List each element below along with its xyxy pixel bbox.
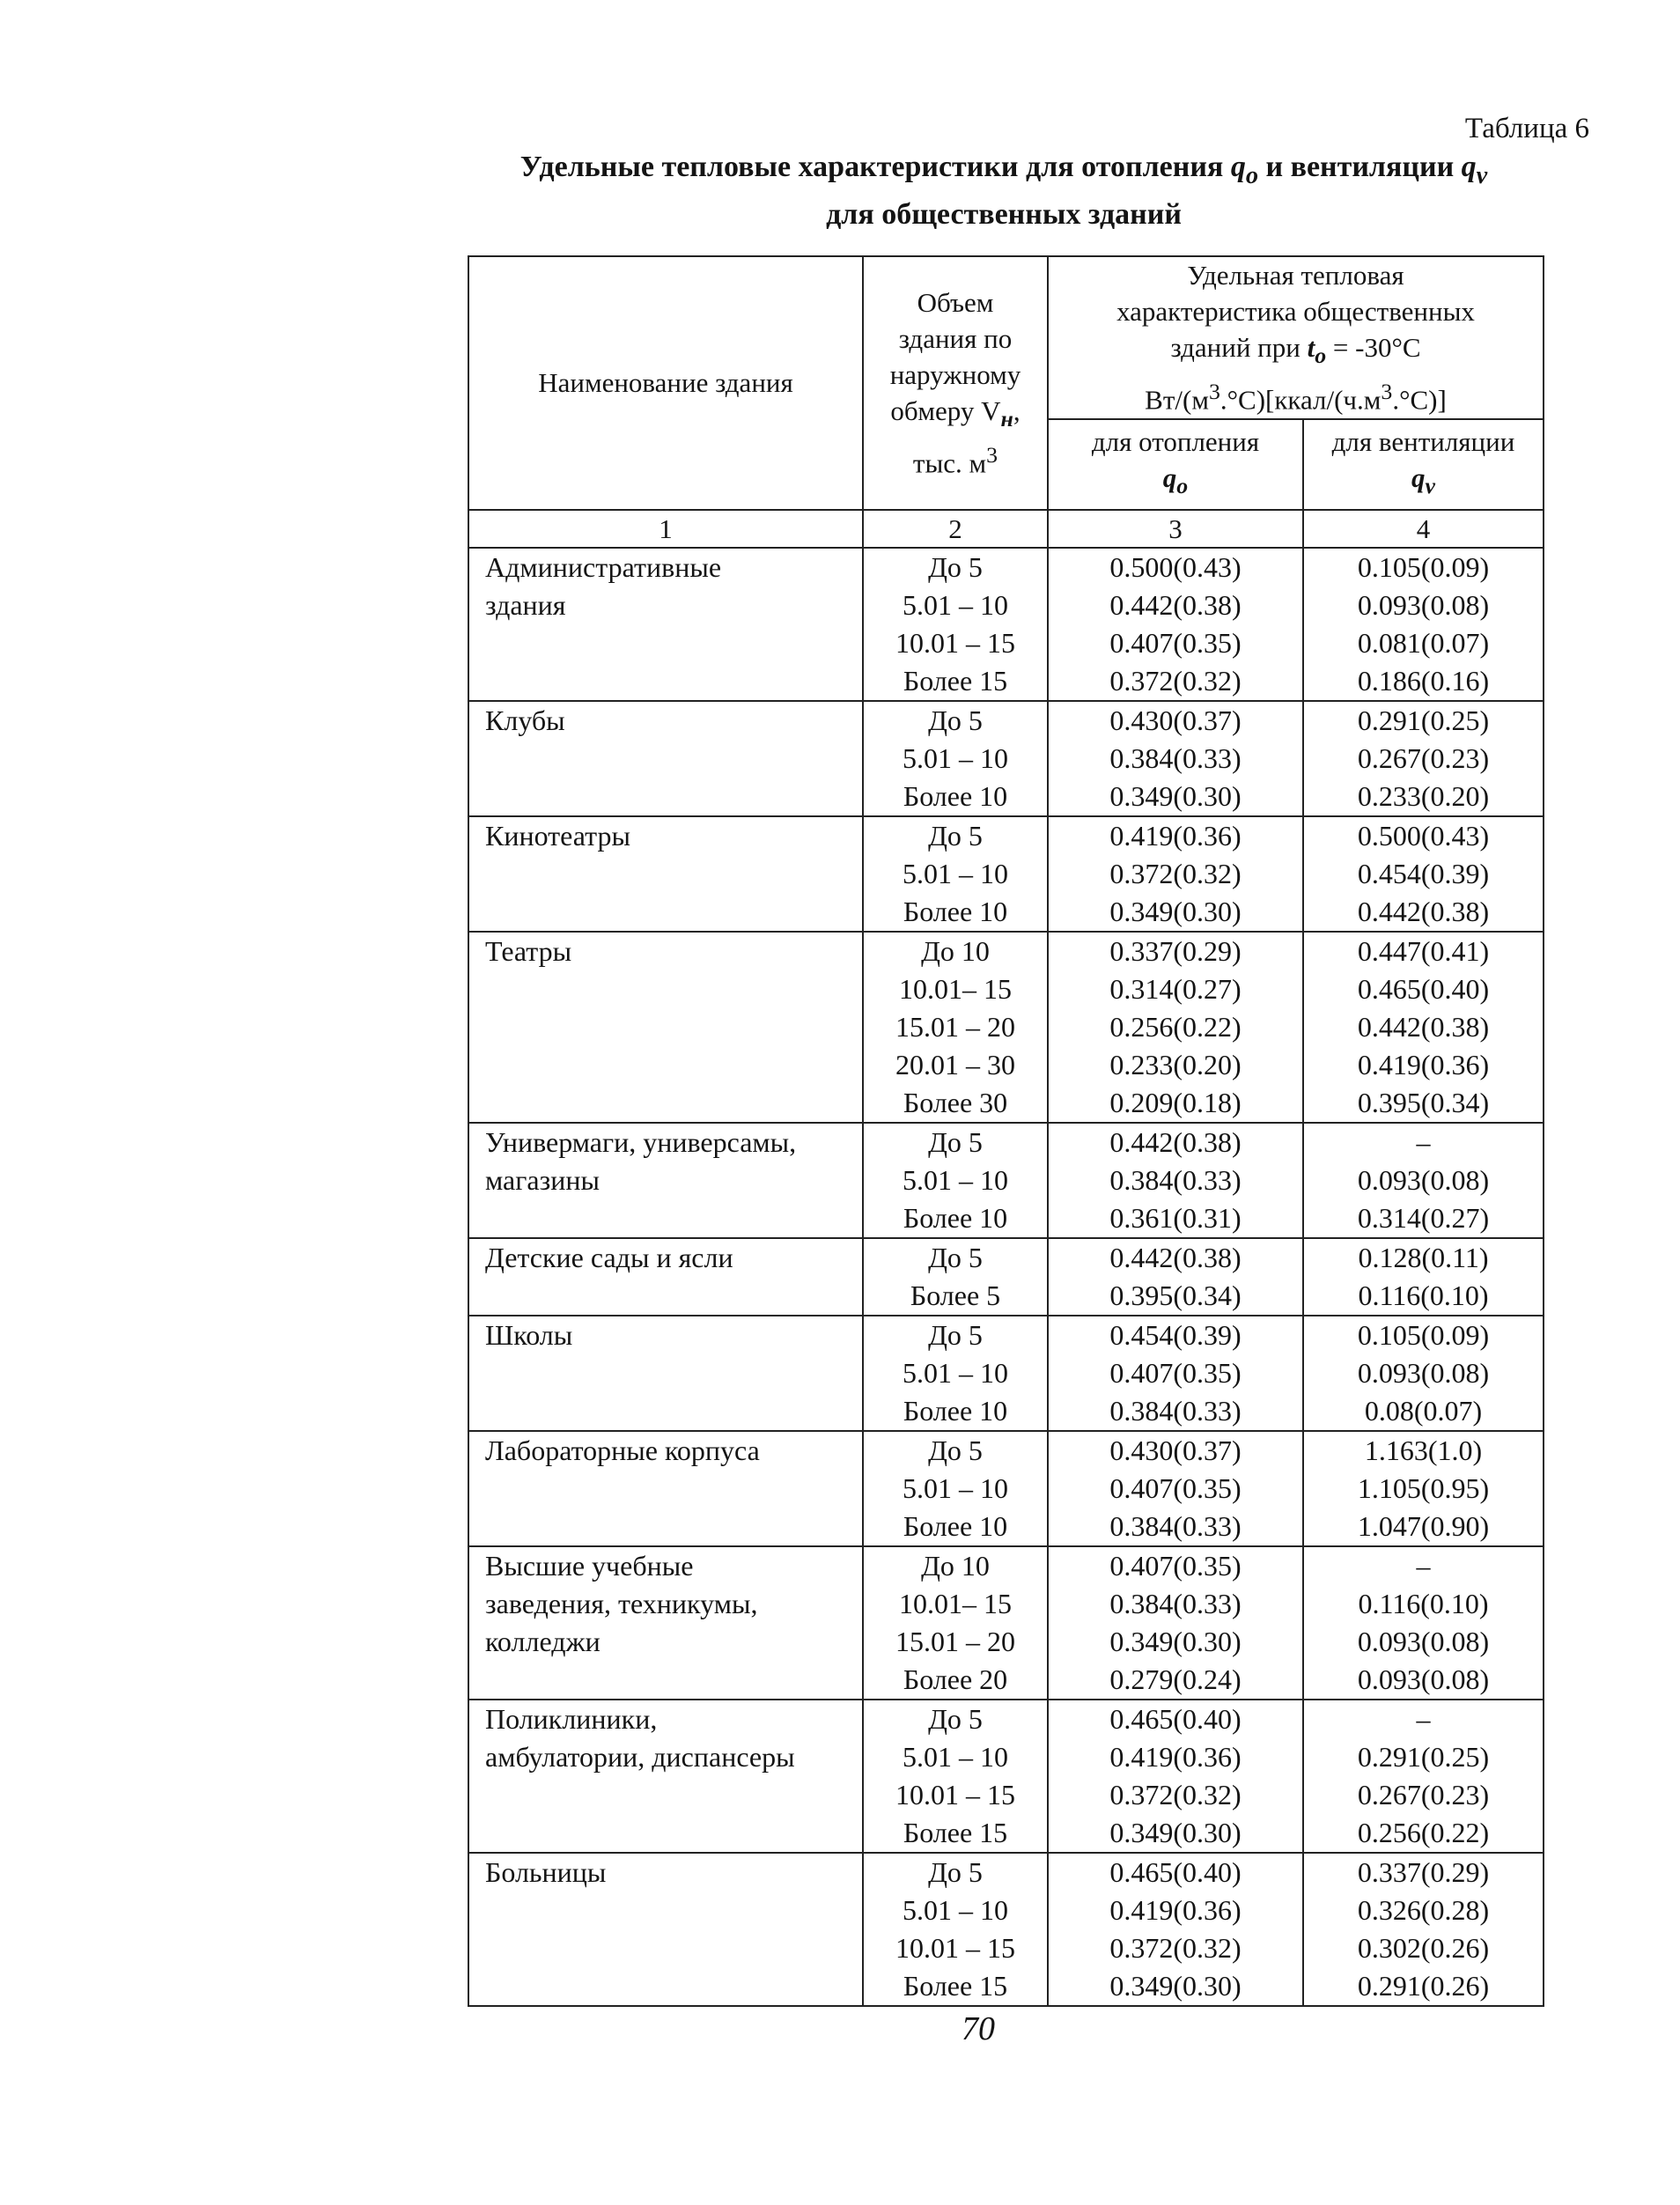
volume-cell: Более 10 [863, 1508, 1048, 1546]
heating-value-cell: 0.419(0.36) [1048, 1892, 1303, 1929]
volume-cell: 10.01 – 15 [863, 624, 1048, 662]
building-name-cell: Театры [468, 932, 863, 970]
volume-cell: До 5 [863, 701, 1048, 740]
building-name-cell [468, 1354, 863, 1392]
table-row [468, 1814, 1544, 1853]
building-name-cell [468, 1277, 863, 1316]
ventilation-value-cell: 0.291(0.25) [1303, 701, 1544, 740]
ventilation-value-cell: 0.291(0.26) [1303, 1967, 1544, 2006]
heating-value-cell: 0.430(0.37) [1048, 701, 1303, 740]
heating-value-cell: 0.407(0.35) [1048, 1546, 1303, 1585]
table-row [468, 662, 1544, 701]
ventilation-value-cell: 0.500(0.43) [1303, 816, 1544, 855]
table-row [468, 855, 1544, 893]
building-name-cell: Больницы [468, 1853, 863, 1892]
building-name-cell: Универмаги, универсамы, [468, 1123, 863, 1161]
table-row [468, 816, 1544, 855]
building-name-cell: здания [468, 586, 863, 624]
table-row [468, 1967, 1544, 2006]
building-name-cell [468, 970, 863, 1008]
ventilation-value-cell: 0.105(0.09) [1303, 548, 1544, 586]
building-name-cell: Поликлиники, [468, 1700, 863, 1738]
ventilation-value-cell: 0.116(0.10) [1303, 1585, 1544, 1623]
heating-value-cell: 0.372(0.32) [1048, 662, 1303, 701]
volume-cell: Более 10 [863, 778, 1048, 816]
table-row [468, 1431, 1544, 1470]
table-row [468, 1585, 1544, 1623]
title-symbol-qo: $q_o$ [1230, 151, 1258, 189]
volume-cell: 5.01 – 10 [863, 740, 1048, 778]
building-name-cell [468, 1084, 863, 1123]
ventilation-value-cell: – [1303, 1123, 1544, 1161]
ventilation-value-cell: 0.267(0.23) [1303, 740, 1544, 778]
heating-value-cell: 0.256(0.22) [1048, 1008, 1303, 1046]
ventilation-value-cell: 1.047(0.90) [1303, 1508, 1544, 1546]
table-row [468, 1199, 1544, 1238]
volume-cell: До 10 [863, 1546, 1048, 1585]
volume-cell: До 5 [863, 1431, 1048, 1470]
ventilation-value-cell: 1.163(1.0) [1303, 1431, 1544, 1470]
header-volume: Объем здания по наружному обмеру $V_н$, тыс. $м^3$ [863, 256, 1048, 510]
heating-value-cell: 0.430(0.37) [1048, 1431, 1303, 1470]
heating-value-cell: 0.442(0.38) [1048, 1238, 1303, 1277]
table-row [468, 970, 1544, 1008]
volume-cell: 5.01 – 10 [863, 1738, 1048, 1776]
heating-value-cell: 0.349(0.30) [1048, 1814, 1303, 1853]
building-name-cell [468, 662, 863, 701]
table-row [468, 1470, 1544, 1508]
table-row [468, 1853, 1544, 1892]
volume-cell: Более 10 [863, 893, 1048, 932]
volume-cell: 10.01 – 15 [863, 1776, 1048, 1814]
heating-value-cell: 0.384(0.33) [1048, 1161, 1303, 1199]
header-specific-heat-group: Удельная тепловая характеристика общественных зданий при $t_о = -30^\circ С$ $Вт/(м^3.^\circ С)[ккал/(ч.м^3.^\circ С)]$ [1048, 256, 1544, 419]
table-row [468, 548, 1544, 586]
table-row [468, 1316, 1544, 1354]
ventilation-value-cell: 0.093(0.08) [1303, 1161, 1544, 1199]
ventilation-value-cell: 0.314(0.27) [1303, 1199, 1544, 1238]
ventilation-value-cell: 0.395(0.34) [1303, 1084, 1544, 1123]
heating-value-cell: 0.384(0.33) [1048, 740, 1303, 778]
table-row [468, 1508, 1544, 1546]
heating-value-cell: 0.233(0.20) [1048, 1046, 1303, 1084]
volume-cell: До 5 [863, 816, 1048, 855]
building-name-cell: заведения, техникумы, [468, 1585, 863, 1623]
heating-value-cell: 0.349(0.30) [1048, 778, 1303, 816]
volume-cell: До 10 [863, 932, 1048, 970]
heating-value-cell: 0.407(0.35) [1048, 1470, 1303, 1508]
ventilation-value-cell: 0.08(0.07) [1303, 1392, 1544, 1431]
volume-cell: 5.01 – 10 [863, 855, 1048, 893]
volume-cell: До 5 [863, 1700, 1048, 1738]
building-name-cell [468, 740, 863, 778]
ventilation-value-cell: 0.081(0.07) [1303, 624, 1544, 662]
building-name-cell [468, 1470, 863, 1508]
header-column-number-1: 1 [468, 510, 863, 548]
volume-cell: До 5 [863, 1316, 1048, 1354]
volume-cell: До 5 [863, 1853, 1048, 1892]
heating-value-cell: 0.372(0.32) [1048, 1929, 1303, 1967]
building-name-cell [468, 1199, 863, 1238]
heating-value-cell: 0.407(0.35) [1048, 624, 1303, 662]
volume-cell: 5.01 – 10 [863, 1470, 1048, 1508]
ventilation-value-cell: 0.302(0.26) [1303, 1929, 1544, 1967]
table-header [468, 256, 1544, 548]
heating-value-cell: 0.465(0.40) [1048, 1853, 1303, 1892]
table-row [468, 1277, 1544, 1316]
table-row [468, 778, 1544, 816]
heating-value-cell: 0.419(0.36) [1048, 1738, 1303, 1776]
table-row [468, 1776, 1544, 1814]
ventilation-value-cell: 0.093(0.08) [1303, 1354, 1544, 1392]
building-name-cell [468, 1508, 863, 1546]
ventilation-value-cell: 0.442(0.38) [1303, 1008, 1544, 1046]
building-name-cell: Кинотеатры [468, 816, 863, 855]
volume-cell: До 5 [863, 548, 1048, 586]
building-name-cell: Детские сады и ясли [468, 1238, 863, 1277]
table-label: Таблица 6 [1464, 113, 1589, 144]
volume-cell: 20.01 – 30 [863, 1046, 1048, 1084]
table-row [468, 1046, 1544, 1084]
heating-value-cell: 0.395(0.34) [1048, 1277, 1303, 1316]
volume-cell: 5.01 – 10 [863, 1354, 1048, 1392]
ventilation-value-cell: 0.233(0.20) [1303, 778, 1544, 816]
volume-cell: Более 15 [863, 662, 1048, 701]
building-name-cell [468, 1392, 863, 1431]
volume-cell: До 5 [863, 1123, 1048, 1161]
table-row [468, 701, 1544, 740]
volume-cell: 10.01 – 15 [863, 1929, 1048, 1967]
heating-value-cell: 0.337(0.29) [1048, 932, 1303, 970]
building-name-cell [468, 1776, 863, 1814]
table-row [468, 1892, 1544, 1929]
building-name-cell [468, 1008, 863, 1046]
building-name-cell [468, 1046, 863, 1084]
page-number: 70 [962, 2010, 995, 2047]
heating-value-cell: 0.372(0.32) [1048, 1776, 1303, 1814]
heating-value-cell: 0.372(0.32) [1048, 855, 1303, 893]
header-ventilation: для вентиляции $q_v$ [1303, 419, 1544, 510]
heating-value-cell: 0.314(0.27) [1048, 970, 1303, 1008]
heating-value-cell: 0.384(0.33) [1048, 1508, 1303, 1546]
volume-cell: 5.01 – 10 [863, 586, 1048, 624]
ventilation-value-cell: 0.093(0.08) [1303, 1623, 1544, 1661]
heating-value-cell: 0.442(0.38) [1048, 1123, 1303, 1161]
ventilation-value-cell: 0.454(0.39) [1303, 855, 1544, 893]
header-heating: для отопления $q_o$ [1048, 419, 1303, 510]
ventilation-value-cell: 0.267(0.23) [1303, 1776, 1544, 1814]
volume-cell: 5.01 – 10 [863, 1161, 1048, 1199]
building-name-cell [468, 893, 863, 932]
heating-value-cell: 0.465(0.40) [1048, 1700, 1303, 1738]
heating-value-cell: 0.349(0.30) [1048, 1623, 1303, 1661]
building-name-cell: Лабораторные корпуса [468, 1431, 863, 1470]
table-row [468, 1161, 1544, 1199]
ventilation-value-cell: 0.326(0.28) [1303, 1892, 1544, 1929]
table-row [468, 1929, 1544, 1967]
table-row [468, 740, 1544, 778]
building-name-cell [468, 855, 863, 893]
heating-value-cell: 0.442(0.38) [1048, 586, 1303, 624]
table-row [468, 1392, 1544, 1431]
heat-characteristics-table [468, 255, 1544, 2007]
building-name-cell: Высшие учебные [468, 1546, 863, 1585]
heating-value-cell: 0.500(0.43) [1048, 548, 1303, 586]
heating-value-cell: 0.419(0.36) [1048, 816, 1303, 855]
ventilation-value-cell: 0.093(0.08) [1303, 1661, 1544, 1700]
volume-cell: Более 10 [863, 1199, 1048, 1238]
table-row [468, 893, 1544, 932]
table-row [468, 1546, 1544, 1585]
table-row [468, 1661, 1544, 1700]
header-column-number-4: 4 [1303, 510, 1544, 548]
ventilation-value-cell: 0.128(0.11) [1303, 1238, 1544, 1277]
building-name-cell: Административные [468, 548, 863, 586]
volume-cell: 15.01 – 20 [863, 1623, 1048, 1661]
building-name-cell [468, 1967, 863, 2006]
table-row [468, 1008, 1544, 1046]
building-name-cell [468, 778, 863, 816]
table-title [0, 148, 1680, 234]
ventilation-value-cell: 0.105(0.09) [1303, 1316, 1544, 1354]
header-building-name: Наименование здания [468, 256, 863, 510]
title-line-2: для общественных зданий [826, 197, 1182, 231]
ventilation-value-cell: – [1303, 1700, 1544, 1738]
table-row [468, 1354, 1544, 1392]
table-row [468, 586, 1544, 624]
building-name-cell: Школы [468, 1316, 863, 1354]
heating-value-cell: 0.384(0.33) [1048, 1585, 1303, 1623]
volume-cell: 10.01– 15 [863, 1585, 1048, 1623]
table-row [468, 1123, 1544, 1161]
ventilation-value-cell: 0.291(0.25) [1303, 1738, 1544, 1776]
heating-value-cell: 0.361(0.31) [1048, 1199, 1303, 1238]
building-name-cell [468, 1661, 863, 1700]
ventilation-value-cell: 0.447(0.41) [1303, 932, 1544, 970]
building-name-cell: Клубы [468, 701, 863, 740]
ventilation-value-cell: 0.419(0.36) [1303, 1046, 1544, 1084]
table-row [468, 1623, 1544, 1661]
building-name-cell: магазины [468, 1161, 863, 1199]
ventilation-value-cell: 0.465(0.40) [1303, 970, 1544, 1008]
title-line-1: Удельные тепловые характеристики для отопления $q_o$ и вентиляции $q_v$ [519, 151, 1488, 189]
ventilation-value-cell: 0.186(0.16) [1303, 662, 1544, 701]
table-row [468, 1700, 1544, 1738]
ventilation-value-cell: 0.256(0.22) [1303, 1814, 1544, 1853]
heating-value-cell: 0.209(0.18) [1048, 1084, 1303, 1123]
ventilation-value-cell: 0.337(0.29) [1303, 1853, 1544, 1892]
heating-value-cell: 0.384(0.33) [1048, 1392, 1303, 1431]
volume-cell: Более 20 [863, 1661, 1048, 1700]
header-column-number-2: 2 [863, 510, 1048, 548]
building-name-cell [468, 1814, 863, 1853]
volume-cell: Более 15 [863, 1967, 1048, 2006]
table-body [468, 548, 1544, 2006]
heating-value-cell: 0.279(0.24) [1048, 1661, 1303, 1700]
building-name-cell: амбулатории, диспансеры [468, 1738, 863, 1776]
volume-cell: 5.01 – 10 [863, 1892, 1048, 1929]
table-row [468, 1738, 1544, 1776]
ventilation-value-cell: 1.105(0.95) [1303, 1470, 1544, 1508]
header-column-number-3: 3 [1048, 510, 1303, 548]
ventilation-value-cell: – [1303, 1546, 1544, 1585]
title-symbol-qv: $q_v$ [1461, 151, 1488, 189]
volume-cell: 15.01 – 20 [863, 1008, 1048, 1046]
volume-cell: Более 15 [863, 1814, 1048, 1853]
ventilation-value-cell: 0.442(0.38) [1303, 893, 1544, 932]
building-name-cell [468, 1892, 863, 1929]
heating-value-cell: 0.454(0.39) [1048, 1316, 1303, 1354]
volume-cell: До 5 [863, 1238, 1048, 1277]
heating-value-cell: 0.349(0.30) [1048, 1967, 1303, 2006]
volume-cell: 10.01– 15 [863, 970, 1048, 1008]
volume-cell: Более 30 [863, 1084, 1048, 1123]
volume-cell: Более 10 [863, 1392, 1048, 1431]
table-row [468, 1238, 1544, 1277]
ventilation-value-cell: 0.116(0.10) [1303, 1277, 1544, 1316]
building-name-cell [468, 624, 863, 662]
table-row [468, 624, 1544, 662]
volume-cell: Более 5 [863, 1277, 1048, 1316]
heating-value-cell: 0.407(0.35) [1048, 1354, 1303, 1392]
heating-value-cell: 0.349(0.30) [1048, 893, 1303, 932]
table-row [468, 932, 1544, 970]
ventilation-value-cell: 0.093(0.08) [1303, 586, 1544, 624]
table-row [468, 1084, 1544, 1123]
building-name-cell [468, 1929, 863, 1967]
building-name-cell: колледжи [468, 1623, 863, 1661]
